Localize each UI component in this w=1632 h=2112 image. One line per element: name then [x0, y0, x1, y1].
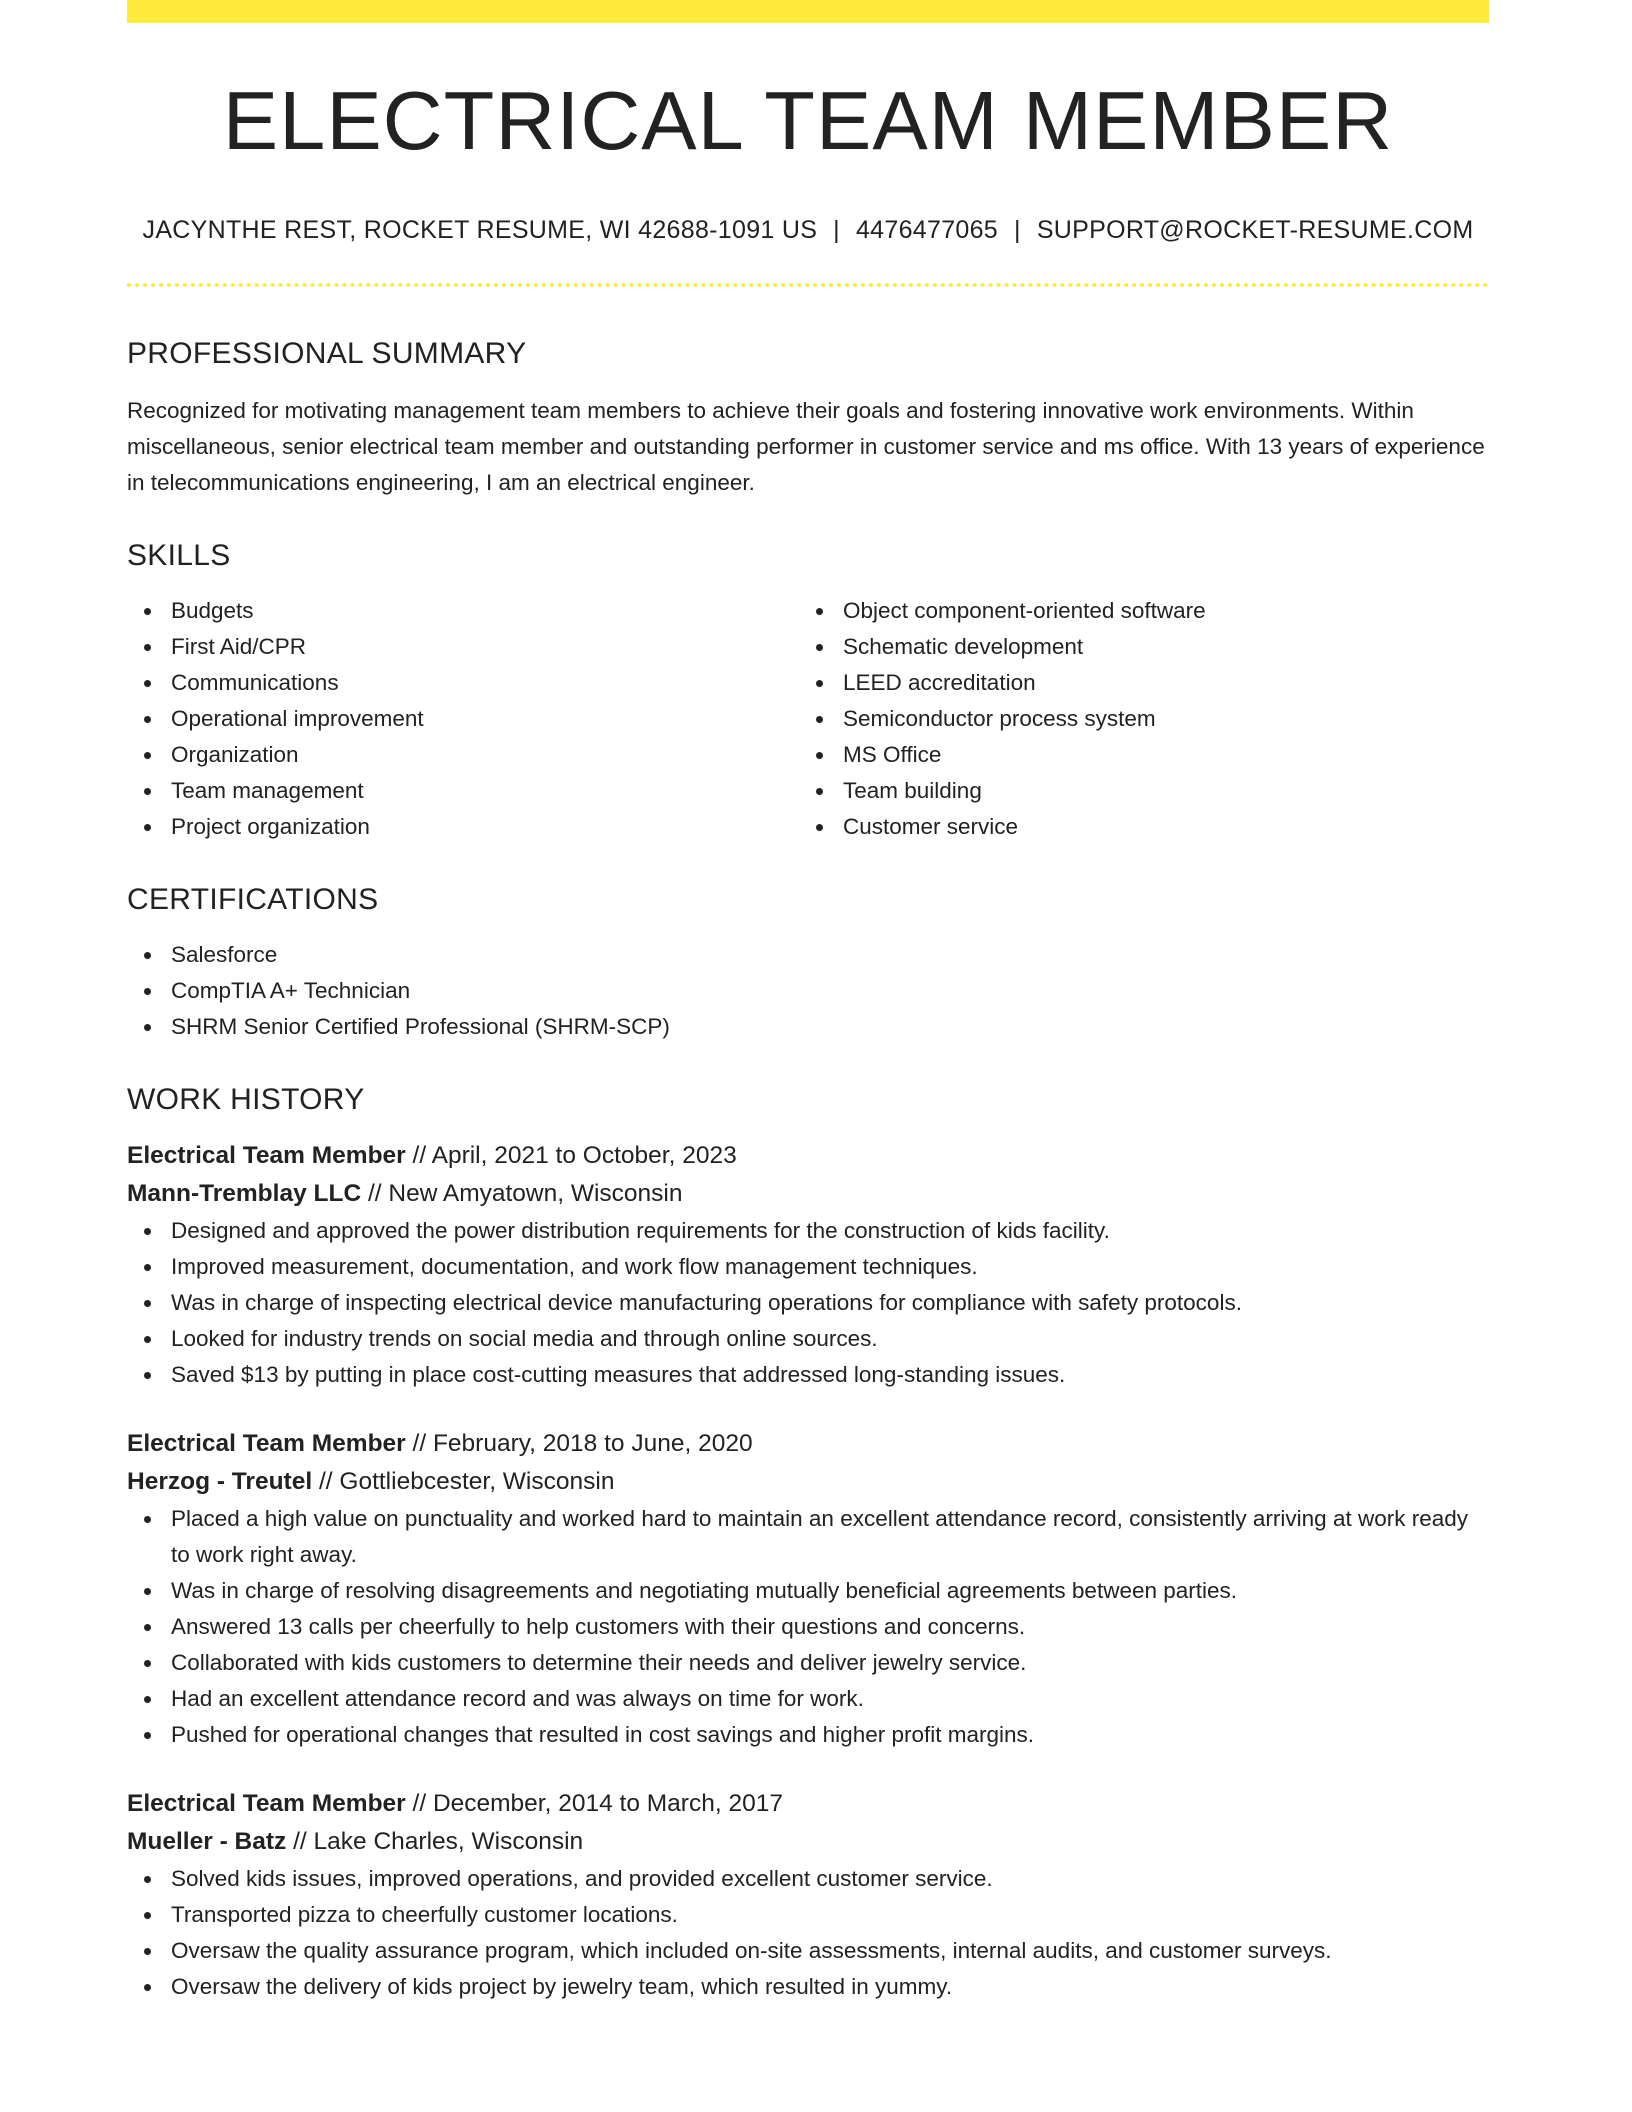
- skill-item: Customer service: [799, 809, 1471, 845]
- skill-item: Team management: [127, 773, 799, 809]
- job-bullet: Placed a high value on punctuality and worked hard to maintain an excellent attendance record, consistently arriving at work ready to work right away.: [127, 1501, 1489, 1573]
- skill-item: Project organization: [127, 809, 799, 845]
- job-location: Lake Charles, Wisconsin: [313, 1828, 584, 1855]
- job-entry: [127, 1137, 1489, 1393]
- job-company: Mueller - Batz: [127, 1828, 287, 1855]
- section-heading-certifications: CERTIFICATIONS: [127, 883, 379, 916]
- skill-item: Schematic development: [799, 629, 1471, 665]
- skill-item: Operational improvement: [127, 701, 799, 737]
- job-bullet: Oversaw the quality assurance program, which included on-site assessments, internal audits, and customer surveys.: [127, 1933, 1489, 1969]
- job-company-line: [127, 1175, 1489, 1213]
- contact-line: [127, 218, 1489, 243]
- skills-list-left: [127, 593, 799, 845]
- certifications-section: [127, 885, 1489, 1045]
- job-bullet: Collaborated with kids customers to determine their needs and deliver jewelry service.: [127, 1645, 1489, 1681]
- page-title: ELECTRICAL TEAM MEMBER: [222, 74, 1394, 167]
- professional-summary-section: [127, 339, 1489, 501]
- job-title: Electrical Team Member: [127, 1430, 406, 1457]
- job-title: Electrical Team Member: [127, 1790, 406, 1817]
- section-heading-summary: PROFESSIONAL SUMMARY: [127, 337, 527, 370]
- job-separator: //: [367, 1180, 382, 1207]
- job-separator: //: [412, 1790, 427, 1817]
- job-separator: //: [318, 1468, 333, 1495]
- job-bullets: [127, 1861, 1489, 2005]
- skills-section: [127, 541, 1489, 845]
- job-bullet: Saved $13 by putting in place cost-cutting measures that addressed long-standing issues.: [127, 1357, 1489, 1393]
- job-bullet: Pushed for operational changes that resulted in cost savings and higher profit margins.: [127, 1717, 1489, 1753]
- dotted-divider: [127, 283, 1489, 287]
- job-bullet: Looked for industry trends on social media and through online sources.: [127, 1321, 1489, 1357]
- job-company-line: [127, 1823, 1489, 1861]
- certification-item: Salesforce: [127, 937, 1489, 973]
- contact-separator: |: [1014, 216, 1021, 244]
- work-history-section: [127, 1085, 1489, 2005]
- job-bullet: Was in charge of inspecting electrical device manufacturing operations for compliance with safety protocols.: [127, 1285, 1489, 1321]
- contact-separator: |: [833, 216, 840, 244]
- job-dates: December, 2014 to March, 2017: [432, 1790, 783, 1817]
- contact-phone: 4476477065: [855, 216, 999, 244]
- resume-page: [127, 0, 1489, 2005]
- certifications-list: [127, 937, 1489, 1045]
- job-title-line: [127, 1137, 1489, 1175]
- skill-item: Semiconductor process system: [799, 701, 1471, 737]
- skills-column-left: [127, 593, 799, 845]
- job-bullets: [127, 1501, 1489, 1753]
- skill-item: Organization: [127, 737, 799, 773]
- contact-email: SUPPORT@ROCKET-RESUME.COM: [1036, 216, 1474, 244]
- job-dates: April, 2021 to October, 2023: [431, 1142, 737, 1169]
- skills-column-right: [799, 593, 1471, 845]
- job-separator: //: [293, 1828, 307, 1855]
- job-company: Mann-Tremblay LLC: [127, 1180, 362, 1207]
- top-accent-bar: [127, 0, 1489, 23]
- job-entry: [127, 1425, 1489, 1753]
- skill-item: First Aid/CPR: [127, 629, 799, 665]
- job-bullet: Designed and approved the power distribution requirements for the construction of kids facility.: [127, 1213, 1489, 1249]
- job-dates: February, 2018 to June, 2020: [432, 1430, 753, 1457]
- job-company: Herzog - Treutel: [127, 1468, 313, 1495]
- skill-item: LEED accreditation: [799, 665, 1471, 701]
- job-title-line: [127, 1425, 1489, 1463]
- job-company-line: [127, 1463, 1489, 1501]
- job-bullet: Answered 13 calls per cheerfully to help customers with their questions and concerns.: [127, 1609, 1489, 1645]
- job-bullet: Solved kids issues, improved operations, and provided excellent customer service.: [127, 1861, 1489, 1897]
- certification-item: SHRM Senior Certified Professional (SHRM-SCP): [127, 1009, 1489, 1045]
- job-bullet: Transported pizza to cheerfully customer locations.: [127, 1897, 1489, 1933]
- skills-columns: [127, 593, 1489, 845]
- job-bullets: [127, 1213, 1489, 1393]
- job-entry: [127, 1785, 1489, 2005]
- job-title: Electrical Team Member: [127, 1142, 406, 1169]
- contact-address: JACYNTHE REST, ROCKET RESUME, WI 42688-1091 US: [142, 216, 818, 244]
- jobs-container: [127, 1137, 1489, 2005]
- job-bullet: Improved measurement, documentation, and work flow management techniques.: [127, 1249, 1489, 1285]
- job-bullet: Oversaw the delivery of kids project by jewelry team, which resulted in yummy.: [127, 1969, 1489, 2005]
- job-separator: //: [412, 1142, 427, 1169]
- skills-list-right: [799, 593, 1471, 845]
- summary-text: Recognized for motivating management team members to achieve their goals and fostering innovative work environments. Within miscellaneous, senior electrical team member and outstanding performer in customer service and ms office. With 13 years of experience in telecommunications engineering, I am an electrical engineer.: [127, 398, 1485, 495]
- job-title-line: [127, 1785, 1489, 1823]
- skill-item: MS Office: [799, 737, 1471, 773]
- skill-item: Communications: [127, 665, 799, 701]
- job-location: New Amyatown, Wisconsin: [388, 1180, 683, 1207]
- job-separator: //: [412, 1430, 427, 1457]
- job-bullet: Had an excellent attendance record and was always on time for work.: [127, 1681, 1489, 1717]
- section-heading-work-history: WORK HISTORY: [127, 1083, 365, 1116]
- skill-item: Team building: [799, 773, 1471, 809]
- job-bullet: Was in charge of resolving disagreements and negotiating mutually beneficial agreements between parties.: [127, 1573, 1489, 1609]
- certification-item: CompTIA A+ Technician: [127, 973, 1489, 1009]
- job-location: Gottliebcester, Wisconsin: [339, 1468, 615, 1495]
- skill-item: Object component-oriented software: [799, 593, 1471, 629]
- section-heading-skills: SKILLS: [127, 539, 231, 572]
- skill-item: Budgets: [127, 593, 799, 629]
